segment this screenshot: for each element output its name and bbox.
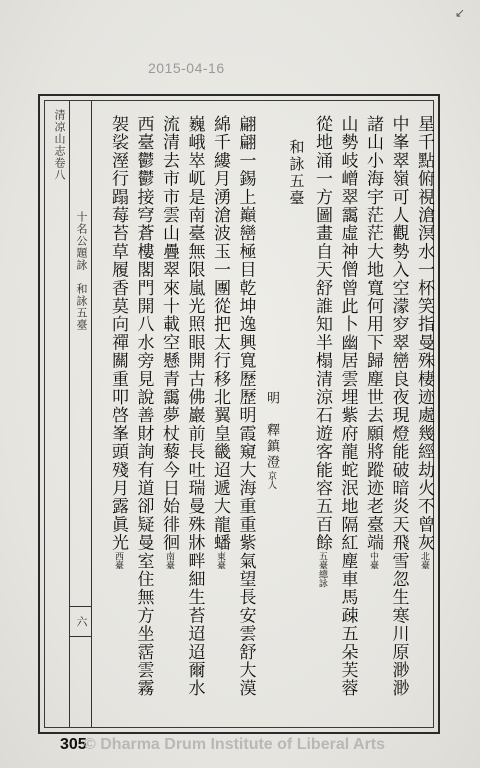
column-text: 中峯翠嶺可人觀勢入空濛穸翠巒良夜現燈能破暗炎天飛雪忽生寒川原渺渺 [388, 115, 409, 698]
text-column [158, 115, 180, 570]
margin-band-line-inner [69, 101, 70, 727]
column-text: 西臺鬱鬱接穹蒼樓閣門開八水旁見說善財詢有道卻疑曼室住無方坐霑雲霧 [133, 115, 154, 698]
margin-page-divider-top [69, 606, 91, 607]
margin-section-title: 十名公題詠 和詠五臺 [75, 211, 88, 331]
text-column [388, 115, 410, 697]
column-text: 袈裟溼行蹋莓苔草履香莫向禪關重叩啓峯頭殘月露眞光 [108, 115, 128, 552]
margin-band-line-outer [91, 101, 92, 727]
text-column [362, 115, 384, 570]
column-text: 明 釋鎮澄 [264, 391, 279, 471]
column-text: 翩翩一錫上巔巒極目乾坤逸興寬歷歷明霞窺大海重重紫氣望長安雲舒大漠 [235, 115, 256, 698]
column-note: 西臺 [113, 551, 123, 570]
column-text: 諸山小海宇茫茫大地寬何用下歸塵世去願將蹤迹老臺端 [363, 115, 383, 552]
poem-author [260, 391, 282, 489]
margin-page-divider-bottom [69, 636, 91, 637]
text-column [311, 115, 333, 588]
text-column [184, 115, 206, 697]
column-note: 五臺總詠 [317, 551, 327, 588]
column-note: 京人 [266, 471, 276, 489]
column-note: 東臺 [215, 551, 225, 570]
frame-inner-border [44, 100, 434, 728]
corner-mark: ↙ [455, 6, 466, 20]
text-column [337, 115, 359, 697]
column-text: 流清去市市雲山疊翠來十載空懸青靄夢杖藜今日始徘徊 [159, 115, 179, 552]
margin-book-title: 清凉山志卷八 [53, 109, 66, 181]
footer-page-number: 305 [60, 736, 87, 753]
column-text: 從地涌一方圖畫自天舒誰知半榻清涼石遊客能容五百餘 [312, 115, 332, 552]
text-column [413, 115, 435, 570]
column-text: 山勢岐嶒翠靄虛神僧曾此卜幽居雲埋紫府龍蛇泯地隔紅塵車馬疎五朵芙蓉 [337, 115, 358, 698]
column-text: 和詠五臺 [287, 139, 306, 207]
text-column [133, 115, 155, 697]
column-note: 中臺 [368, 551, 378, 570]
footer-copyright-watermark: © Dharma Drum Institute of Liberal Arts [84, 736, 386, 753]
text-column [107, 115, 129, 570]
page-frame [38, 94, 440, 734]
column-text: 巍峨崒屼是南臺無限嵐光照眼開古佛巖前長吐瑞曼殊牀畔細生苔迢迢爾水 [184, 115, 205, 698]
poem-title [286, 139, 308, 207]
column-note: 北臺 [419, 551, 429, 570]
text-column [235, 115, 257, 697]
column-note: 南臺 [164, 551, 174, 570]
watermark-date: 2015-04-16 [148, 60, 225, 76]
column-text: 星千點俯視滄溟水一杯笑指曼殊棲迹處幾經劫火不曾灰 [414, 115, 434, 552]
text-column [209, 115, 231, 570]
margin-page-number: 六 [75, 616, 88, 627]
column-text: 綿千縷月湧滄波玉一團從把太行移北翼皇畿迢遞大龍蟠 [210, 115, 230, 552]
